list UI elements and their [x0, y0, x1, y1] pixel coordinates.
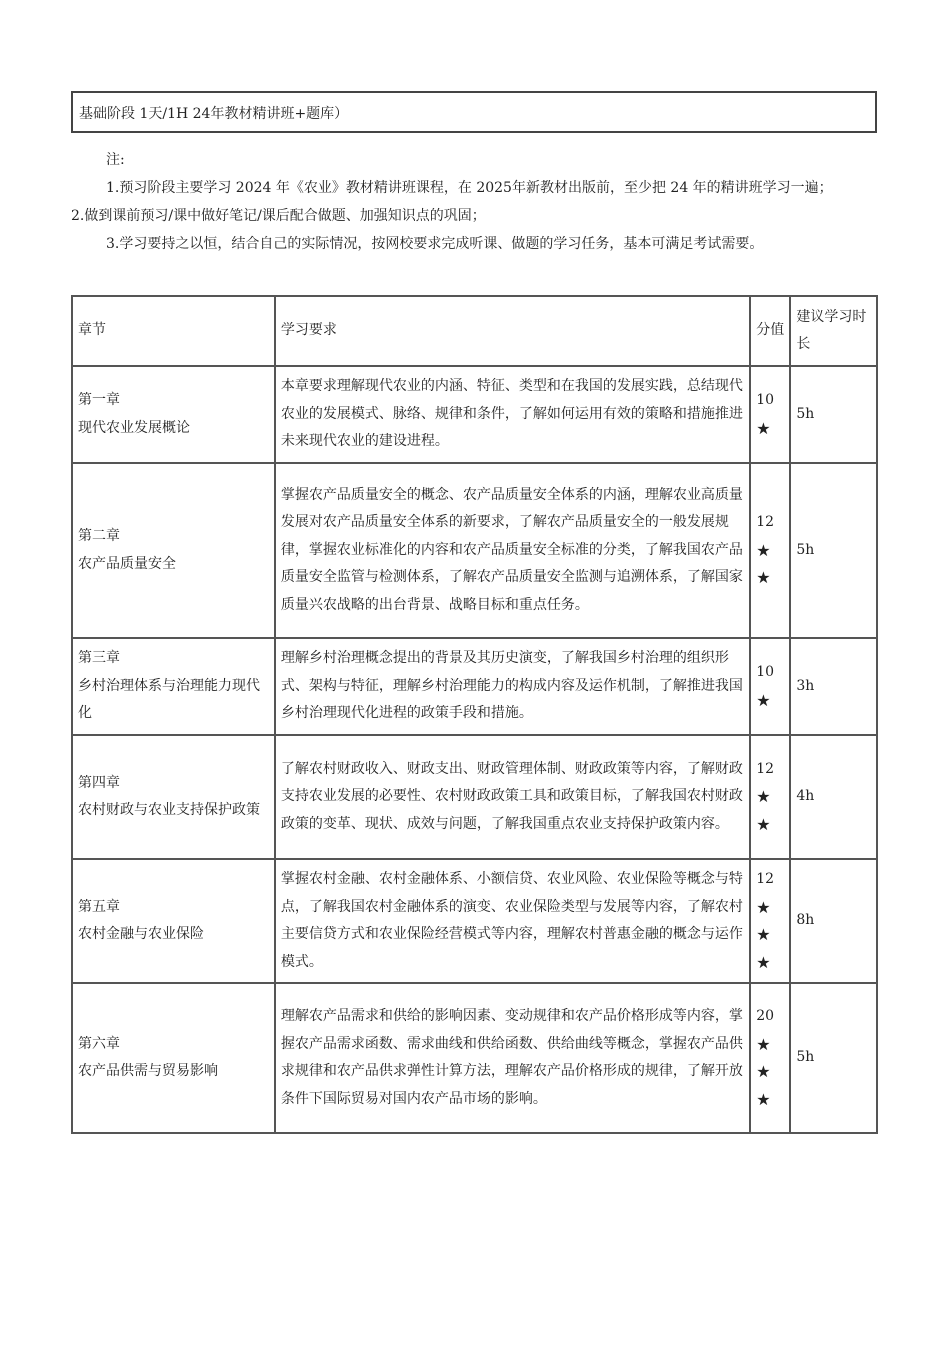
difficulty-stars: ★	[756, 690, 771, 710]
header-requirement: 学习要求	[275, 296, 750, 366]
hours-cell: 4h	[790, 735, 877, 859]
chapter-number: 第二章	[78, 528, 120, 544]
chapter-cell	[72, 735, 275, 859]
requirement-cell: 了解农村财政收入、财政支出、财政管理体制、财政政策等内容，了解财政支持农业发展的必要性、农村财政政策工具和政策目标，了解我国农村财政政策的变革、现状、成效与问题，了解我国重点农业支持保护政策内容。	[275, 735, 750, 859]
chapter-number: 第五章	[78, 898, 120, 915]
chapter-number: 第六章	[78, 1035, 120, 1052]
requirement-cell: 掌握农产品质量安全的概念、农产品质量安全体系的内涵，理解农业高质量发展对农产品质量安全体系的新要求，了解农产品质量安全的一般发展规律，掌握农业标准化的内容和农产品质量安全标准的分类，了解我国农产品质量安全监管与检测体系，了解农产品质量安全监测与追溯体系，了解国家质量兴农战略的出台背景、战略目标和重点任务。	[275, 463, 750, 638]
chapter-cell	[72, 366, 275, 463]
score-value: 12	[756, 871, 775, 887]
chapter-title: 农村财政与农业支持保护政策	[78, 802, 260, 818]
requirement-cell: 理解农产品需求和供给的影响因素、变动规律和农产品价格形成等内容，掌握农产品需求函数、需求曲线和供给函数、供给曲线等概念，掌握农产品供求规律和农产品供求弹性计算方法，理解农产品价格形成的规律，了解开放条件下国际贸易对国内农产品市场的影响。	[275, 983, 750, 1133]
chapter-number: 第一章	[78, 392, 120, 408]
hours-cell: 5h	[790, 366, 877, 463]
table-row	[72, 638, 877, 735]
score-cell	[750, 983, 790, 1133]
difficulty-stars: ★★	[756, 540, 771, 588]
score-cell	[750, 366, 790, 463]
chapter-title: 现代农业发展概论	[78, 419, 190, 436]
score-cell	[750, 463, 790, 638]
score-value: 20	[756, 1008, 775, 1024]
table-row	[72, 859, 877, 983]
chapter-cell	[72, 463, 275, 638]
difficulty-stars: ★	[756, 418, 771, 438]
score-value: 12	[756, 514, 775, 531]
table-header-row	[72, 296, 877, 366]
hours-cell: 5h	[790, 983, 877, 1133]
chapter-cell	[72, 983, 275, 1133]
study-plan-table	[71, 295, 878, 1134]
requirement-cell: 本章要求理解现代农业的内涵、特征、类型和在我国的发展实践，总结现代农业的发展模式、脉络、规律和条件，了解如何运用有效的策略和措施推进未来现代农业的建设进程。	[275, 366, 750, 463]
hours-cell: 5h	[790, 463, 877, 638]
table-row	[72, 735, 877, 859]
chapter-number: 第三章	[78, 650, 120, 667]
header-score: 分值	[750, 296, 790, 366]
chapter-number: 第四章	[78, 774, 120, 791]
score-value: 10	[756, 392, 775, 408]
difficulty-stars: ★★★	[756, 897, 771, 972]
requirement-cell: 理解乡村治理概念提出的背景及其历史演变，了解我国乡村治理的组织形式、架构与特征，理解乡村治理能力的构成内容及运作机制，了解推进我国乡村治理现代化进程的政策手段和措施。	[275, 638, 750, 735]
note-1: 1.预习阶段主要学习 2024 年《农业》教材精讲班课程，在 2025年新教材出版前，至少把 24 年的精讲班学习一遍；	[106, 180, 833, 196]
note-2: 2.做到课前预习/课中做好笔记/课后配合做题、加强知识点的巩固；	[71, 208, 486, 224]
score-value: 10	[756, 664, 775, 680]
score-cell	[750, 638, 790, 735]
requirement-cell: 掌握农村金融、农村金融体系、小额信贷、农业风险、农业保险等概念与特点，了解我国农村金融体系的演变、农业保险类型与发展等内容，了解农村主要信贷方式和农业保险经营模式等内容，理解农村普惠金融的概念与运作模式。	[275, 859, 750, 983]
header-hours: 建议学习时长	[790, 296, 877, 366]
notes-label: 注:	[106, 152, 125, 168]
chapter-title: 农产品质量安全	[78, 555, 176, 572]
hours-cell: 8h	[790, 859, 877, 983]
table-row	[72, 463, 877, 638]
difficulty-stars: ★★★	[756, 1034, 771, 1109]
chapter-title: 农村金融与农业保险	[78, 926, 204, 942]
hours-cell: 3h	[790, 638, 877, 735]
chapter-cell	[72, 859, 275, 983]
score-value: 12	[756, 760, 775, 777]
chapter-title: 乡村治理体系与治理能力现代化	[78, 677, 260, 722]
header-chapter: 章节	[72, 296, 275, 366]
chapter-cell	[72, 638, 275, 735]
notes-section	[71, 146, 879, 258]
score-cell	[750, 859, 790, 983]
note-3: 3.学习要持之以恒，结合自己的实际情况，按网校要求完成听课、做题的学习任务，基本可满足考试需要。	[106, 236, 764, 252]
table-row	[72, 983, 877, 1133]
chapter-title: 农产品供需与贸易影响	[78, 1063, 218, 1079]
stage-box: 基础阶段 1天/1H 24年教材精讲班+题库）	[71, 91, 877, 133]
table-row	[72, 366, 877, 463]
score-cell	[750, 735, 790, 859]
difficulty-stars: ★★	[756, 787, 771, 834]
